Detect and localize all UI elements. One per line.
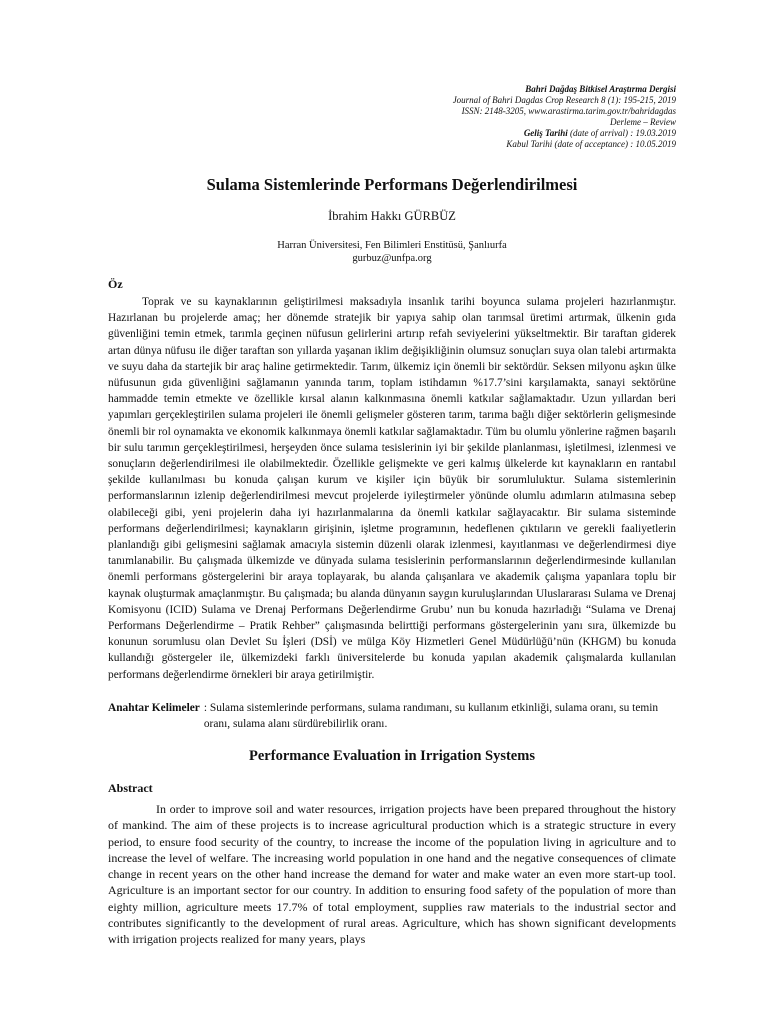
journal-issn: ISSN: 2148-3205, www.arastirma.tarim.gov.tr/bahridagdas	[461, 106, 676, 116]
journal-header	[453, 84, 676, 150]
abstract-paragraph: In order to improve soil and water resources, irrigation projects have been prepared throughout the history of mankind. The aim of these projects is to increase agricultural production which is a strategic structure in every period, to ensure food security of the country, to increase the income of the population living in agriculture and to increase the level of welfare. The increasing world population in one hand and the negative consequences of climate change in recent years on the other hand increase the demand for water and make water an even more start-up tool. Agriculture is an important sector for our country. In addition to ensuring food safety of the population of more than eighty million, agriculture meets 17.7% of total employment, supplies raw materials to the industrial sector and contributes significantly to the development of rural areas. Agriculture, which has shown significant developments with irrigation projects realized for many years, plays	[108, 802, 676, 947]
keywords-block	[108, 700, 676, 732]
affiliation-text: Harran Üniversitesi, Fen Bilimleri Enstitüsü, Şanlıurfa	[277, 240, 507, 251]
article-title-tr: Sulama Sistemlerinde Performans Değerlendirilmesi	[206, 175, 578, 194]
abstract-heading: Abstract	[108, 781, 153, 795]
article-type: Derleme – Review	[610, 117, 676, 127]
article-title-en: Performance Evaluation in Irrigation Systems	[249, 748, 535, 764]
author-affiliation	[108, 239, 676, 265]
keywords-text: : Sulama sistemlerinde performans, sulama randımanı, su kullanım etkinliği, sulama oranı, su temin oranı, sulama alanı sürdürebilirlik oranı.	[203, 702, 659, 730]
author-name: İbrahim Hakkı GÜRBÜZ	[328, 209, 456, 223]
oz-heading: Öz	[108, 277, 123, 291]
accepted-date: Kabul Tarihi (date of acceptance) : 10.05.2019	[506, 139, 676, 149]
received-date	[453, 128, 676, 139]
oz-paragraph: Toprak ve su kaynaklarının geliştirilmesi maksadıyla insanlık tarihi boyunca sulama projeleri hazırlanmıştır. Hazırlanan bu projelerde amaç; her dönemde stratejik bir yapıya sahip olan tarımsal üretimi artırmak, ülkenin gıda güvenliğini temin etmek, tarımla geçinen nüfusun gelirlerini artırıp refah seviyelerini yükseltmektir. Bir taraftan giderek artan dünya nüfusu ile diğer taraftan son yıllarda yaşanan iklim değişikliğinin olumsuz sonuçları suya olan talebi artırmakta ve suyu daha da startejik bir araç haline getirmektedir. Tarım, ülkemiz için önemli bir sektördür. Seksen milyonu aşkın ülke nüfusunun gıda güvenliğini sağlamanın yanında tarım, toplam istihdamın %17.7’sini karşılamakta, sanayi sektörüne hammadde temin etmekte ve özellikle kırsal alanın kalkınmasına önemli katkılar sağlamaktadır. Uzun yıllardan beri yapımları gerçekleştirilen sulama projeleri ile önemli gelişmeler gösteren tarım, tarıma bağlı diğer sektörlerin gelişmesinde önemli bir rol oynamakta ve ekonomik kalkınmaya önemli katkılar sağlamaktadır. Tüm bu olumlu yönlerine rağmen başarılı bir sulu tarımın gerçekleştirilmesi, herşeyden önce sulama tesislerinin iyi bir şekilde planlanması, işletilmesi, izlenmesi ve sonuçların değerlendirilmesi ile olabilmektedir. Özellikle gelişmekte ve geri kalmış ülkelerde kıt kaynakların en rantabıl şekilde kullanılması bu konuda çalışan kurum ve kişiler için büyük bir sorumluluktur. Sulama sistemlerinin performanslarının izlenip değerlendirilmesi mevcut projelerde iyileştirmeler yönünde olumlu adımların atılmasına sebep olabileceği gibi, yeni projelerin daha iyi hazırlanmalarına da önemli katkılar sağlayacaktır. Bir sulama sisteminde performans değerlendirilmesi; kaynakların girişinin, işletme programının, hedeflenen çıktıların ve gerekli faaliyetlerin planlandığı gibi gelişmesini sağlamak amacıyla sistemin düzenli olarak izlenmesi, kayıtlanması ve değerlendirmesi diye tanımlanabilir. Bu çalışmada ülkemizde ve dünyada sulama tesislerinin performanslarının değerlendirmesinde kullanılan önemli performans göstergelerini bir araya toplayarak, bu alanda çalışanlara ve akademik çalışma yapanlara toplu bir kaynak oluşturmak amaçlanmıştır. Bu çalışmada; bu alanda dünyanın saygın kuruluşlarından Uluslararası Sulama ve Drenaj Komisyonu (ICID) Sulama ve Drenaj Performans Değerlendirme Grubu’ nun bu konuda hazırladığı “Sulama ve Drenaj Performans Değerlendirme – Pratik Rehber” çalışmasında belirttiği performans göstergelerinin yanı sıra, ülkemizde bu konunun sorumlusu olan Devlet Su İşleri (DSİ) ve mülga Köy Hizmetleri Genel Müdürlüğü’nün (KHGM) bu konuda kullandığı göstergeler ile, ülkemizdeki farklı üniversitelerde bu konuda yapılan akademik çalışmalarda kullanılan performans değerlendirme örnekleri bir araya getirilmiştir.	[108, 296, 676, 681]
journal-name-en: Journal of Bahri Dagdas Crop Research 8 (1): 195-215, 2019	[452, 95, 676, 105]
journal-name-tr: Bahri Dağdaş Bitkisel Araştırma Dergisi	[525, 84, 676, 94]
keywords-label: Anahtar Kelimeler	[108, 702, 200, 714]
author-email: gurbuz@unfpa.org	[352, 253, 432, 264]
received-value: (date of arrival) : 19.03.2019	[567, 128, 676, 138]
received-label: Geliş Tarihi	[523, 128, 568, 138]
